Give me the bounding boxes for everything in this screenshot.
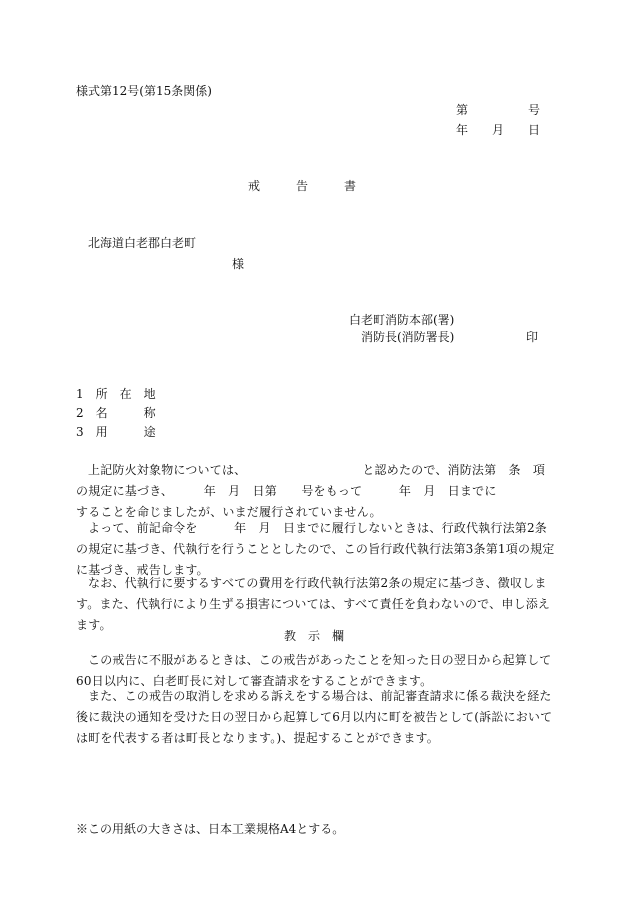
issuer-chief: 消防長(消防署長) xyxy=(361,330,455,344)
form-number: 様式第12号(第15条関係) xyxy=(76,84,212,98)
notice-paragraph-lawsuit: また、この戒告の取消しを求める訴えをする場合は、前記審査請求に係る裁決を経た後に裁決の通知を受けた日の翌日から起算して6月以内に町を被告として(訴訟においては町を代表する者は町長となります。)、提起することができます。 xyxy=(76,689,553,745)
body-paragraph-costs: なお、代執行に要するすべての費用を行政代執行法第2条の規定に基づき、徴収します。また、代執行により生ずる損害については、すべて責任を負わないので、申し添えます。 xyxy=(76,576,551,632)
notice-heading: 教 示 欄 xyxy=(284,629,345,643)
body-paragraph-order: 上記防火対象物については、 と認めたので、消防法第 条 項の規定に基づき、 年 月 日第 号をもって 年 月 日までに することを命じましたが、いまだ履行されていません。 xyxy=(76,463,558,519)
document-date-line: 年 月 日 xyxy=(456,123,541,137)
addressee-honorific: 様 xyxy=(232,257,245,271)
document-title: 戒 告 書 xyxy=(248,179,357,193)
document-number-line: 第 号 xyxy=(456,103,541,117)
seal-mark: 印 xyxy=(526,330,539,344)
body-paragraph-execution: よって、前記命令を 年 月 日までに履行しないときは、行政代執行法第2条の規定に基づき、代執行を行うこととしたので、この旨行政代執行法第3条第1項の規定に基づき、戒告します。 xyxy=(76,521,555,577)
issuer-office: 白老町消防本部(署) xyxy=(349,313,455,327)
item-name: 2 名 称 xyxy=(76,406,156,420)
footnote: ※この用紙の大きさは、日本工業規格A4とする。 xyxy=(76,822,345,836)
item-use: 3 用 途 xyxy=(76,425,156,439)
item-location: 1 所 在 地 xyxy=(76,387,156,401)
notice-paragraph-appeal: この戒告に不服があるときは、この戒告があったことを知った日の翌日から起算して60日以内に、白老町長に対して審査請求をすることができます。 xyxy=(76,653,552,688)
addressee-address: 北海道白老郡白老町 xyxy=(88,236,197,250)
